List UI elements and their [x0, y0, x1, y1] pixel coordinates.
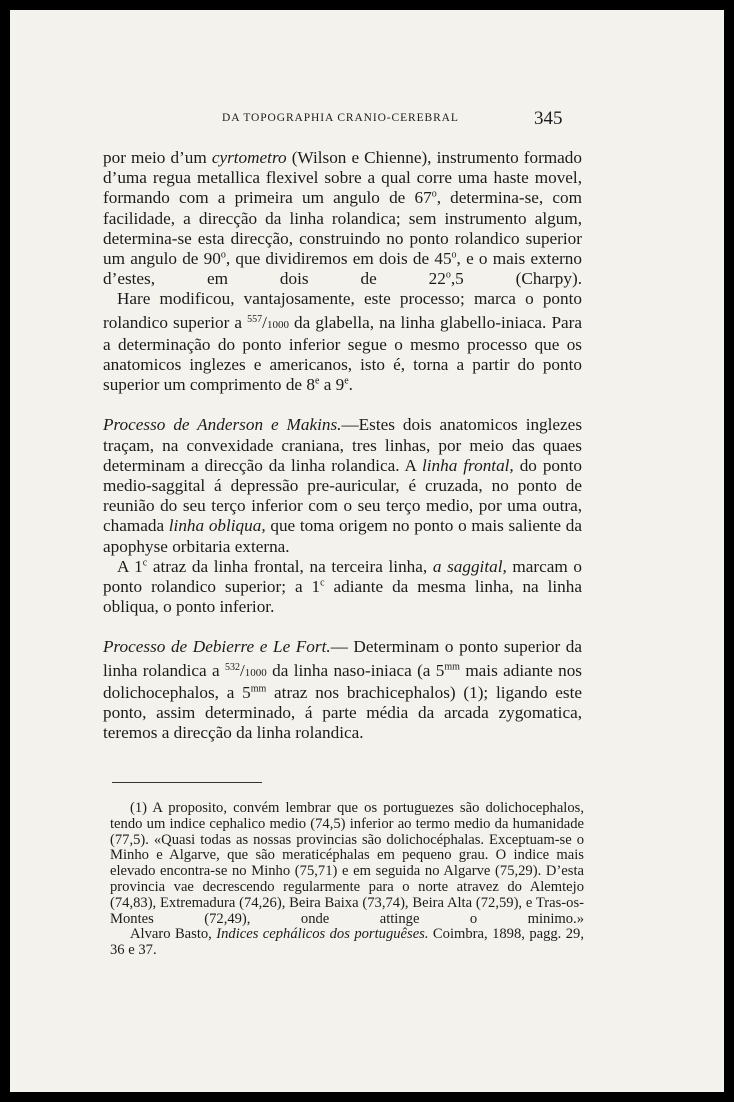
footnotes: [110, 801, 584, 959]
fraction-532: $^{532}$/1000: [225, 660, 267, 680]
section-heading-debierre: Processo de Debierre e Le Fort.: [103, 637, 331, 657]
footnote-1: (1) A proposito, convém lembrar que os portuguezes são dolichocephalos, tendo um indice cephalico medio (74,5) inferior ao termo medio da humanidade (77,5). «Quasi todas as nossas provincias são dolichocéphalas. Exceptuam-se o Minho e Algarve, que são meraticéphalas em pequeno grau. O indice mais elevado encontra-se no Minho (75,71) e em seguida no Algarve (75,29). D’esta provincia vae decrescendo regularmente para o norte atravez do Alemtejo (74,83), Extremadura (74,26), Beira Baixa (73,74), Beira Alta (72,59), e Tras-os-Montes (72,49), onde attinge o minimo.»: [110, 800, 584, 927]
fraction-557: $^{557}$/1000: [247, 312, 289, 332]
footnote-citation: Alvaro Basto, Indices cephálicos dos portuguêses. Coimbra, 1898, pagg. 29, 36 e 37.: [110, 926, 584, 959]
main-text: [103, 148, 582, 743]
paragraph-anderson-makins: Processo de Anderson e Makins.—Estes dois anatomicos inglezes traçam, na convexidade craniana, tres linhas, por meio das quaes determinam a direcção da linha rolandica. A linha frontal, do ponto medio-saggital á depressão pre-auricular, é cruzada, no ponto de reunião do seu terço inferior com o seu terço medio, por uma outra, chamada linha obliqua, que toma origem no ponto o mais saliente da apophyse orbitaria externa.: [103, 415, 583, 556]
paragraph-hare: Hare modificou, vantajosamente, este processo; marca o ponto rolandico superior a $^{557}$/1000 da glabella, na linha glabello-iniaca. Para a determinação do ponto inferior segue o mesmo processo que os anatomicos inglezes e americanos, isto é, torna a partir do ponto superior um comprimento de 8e a 9e.: [103, 289, 582, 395]
page-number: 345: [534, 108, 563, 129]
book-page: [10, 10, 724, 1092]
page-header: [10, 108, 724, 134]
paragraph-cyrtometro: por meio d’um cyrtometro (Wilson e Chienne), instrumento formado d’uma regua metallica flexivel sobre a qual corre uma haste movel, formando com a primeira um angulo de 67$^o$, determina-se, com facilidade, a direcção da linha rolandica; sem instrumento algum, determina-se esta direcção, construindo no ponto rolandico superior um angulo de 90$^o$, que dividiremos em dois de 45$^o$, e o mais externo d’estes, em dois de 22$^o$,5 (Charpy).: [103, 148, 582, 289]
section-heading-anderson: Processo de Anderson e Makins.: [103, 415, 342, 435]
footnote-divider: [112, 782, 262, 783]
running-title: DA TOPOGRAPHIA CRANIO-CEREBRAL: [222, 112, 459, 124]
paragraph-saggital: A 1$^c$ atraz da linha frontal, na terceira linha, a saggital, marcam o ponto rolandico superior; a 1$^c$ adiante da mesma linha, na linha obliqua, o ponto inferior.: [103, 556, 583, 617]
paragraph-debierre-lefort: Processo de Debierre e Le Fort.— Determinam o ponto superior da linha rolandica a $^{532}$/1000 da linha naso-iniaca (a $5^{mm}$ mais adiante nos dolichocephalos, a $5^{mm}$ atraz nos brachicephalos) (1); ligando este ponto, assim determinado, á parte média da arcada zygomatica, teremos a direcção da linha rolandica.: [103, 637, 582, 743]
